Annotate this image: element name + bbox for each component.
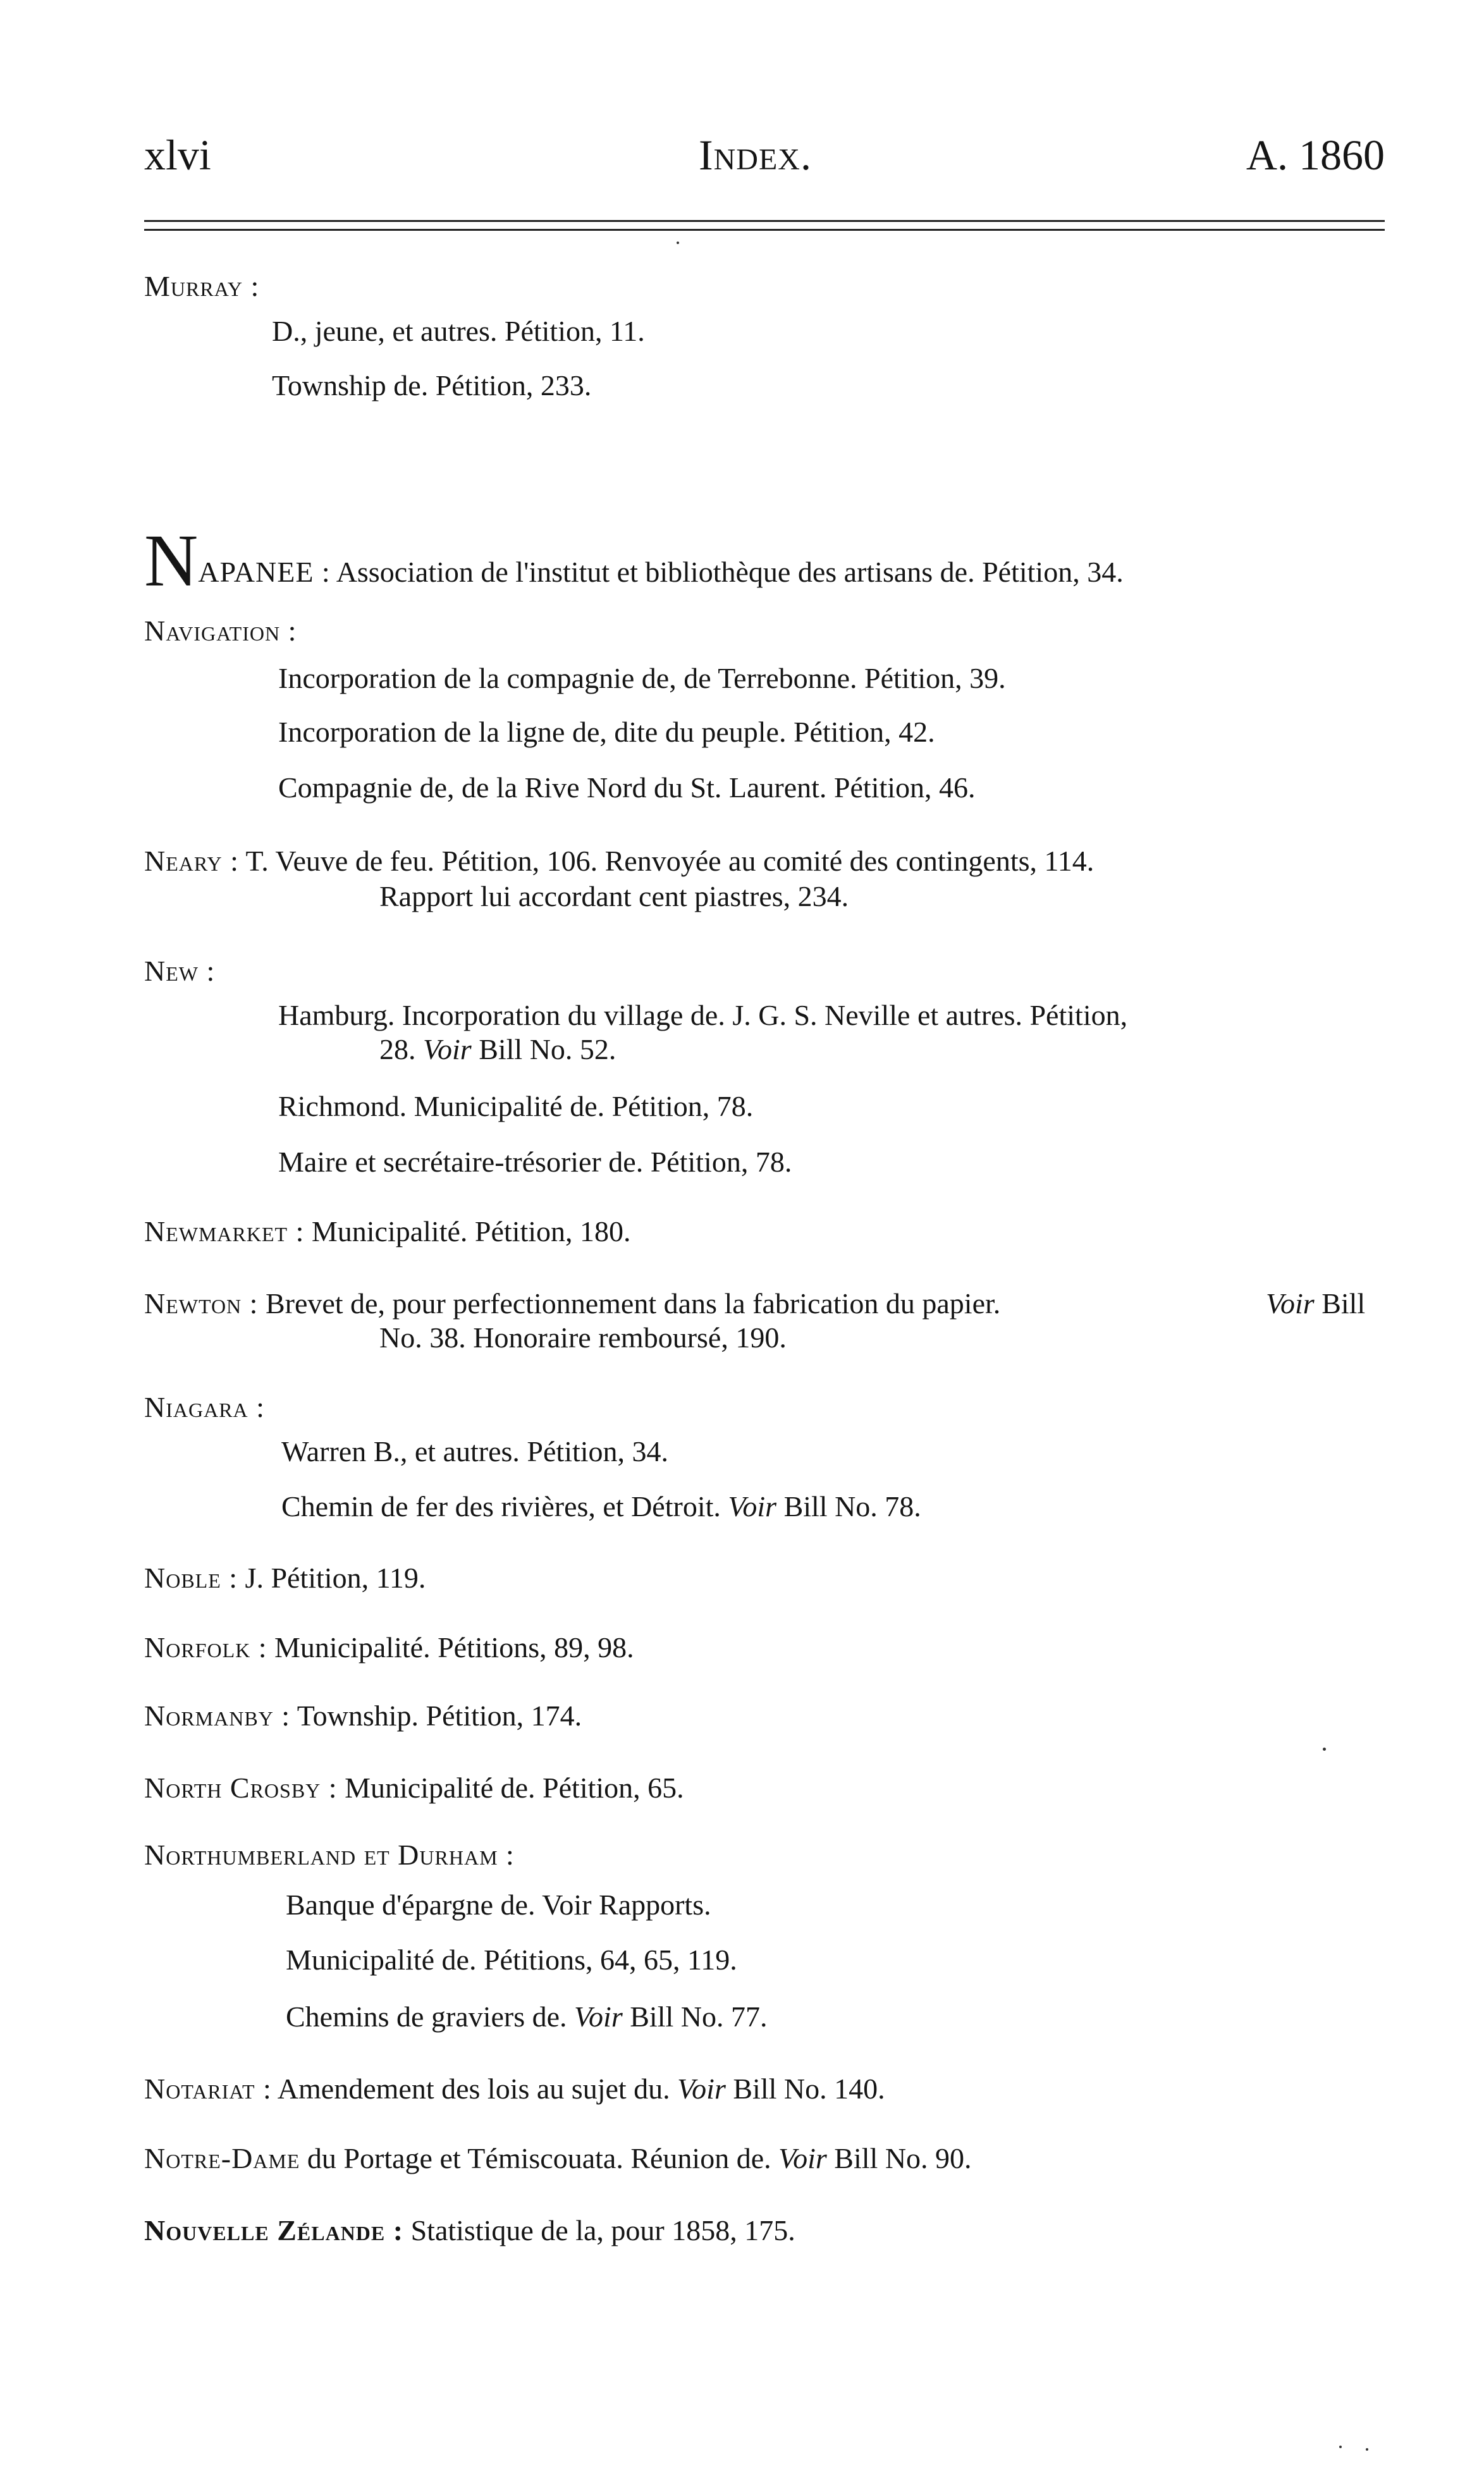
- entry-line: D., jeune, et autres. Pétition, 11.: [272, 315, 645, 347]
- entry-head-northumberland: Northumberland et Durham :: [144, 1839, 515, 1871]
- entry-text: Bill No. 90.: [834, 2142, 972, 2174]
- scan-speck: [1323, 1748, 1326, 1751]
- entry-head-nouvelle-zelande: Nouvelle Zélande :: [144, 2214, 404, 2246]
- voir-label: Voir: [1266, 1287, 1315, 1320]
- entry-newton: [144, 1286, 1000, 1321]
- entry-line: Township de. Pétition, 233.: [272, 369, 592, 401]
- voir-label: Voir: [728, 1490, 777, 1522]
- entry-north-crosby: [144, 1770, 684, 1805]
- entry-line: Compagnie de, de la Rive Nord du St. Laurent. Pétition, 46.: [278, 771, 976, 804]
- header-rule-bottom: [144, 229, 1385, 231]
- entry-head-notariat: Notariat :: [144, 2073, 272, 2105]
- entry-line: [379, 1032, 616, 1067]
- entry-line: Incorporation de la ligne de, dite du peuple. Pétition, 42.: [278, 716, 935, 748]
- entry-text: Chemins de graviers de.: [286, 2000, 567, 2033]
- entry-notariat: [144, 2071, 885, 2106]
- entry-text: Bill No. 52.: [479, 1033, 616, 1065]
- entry-head-napanee: APANEE :: [198, 556, 331, 588]
- voir-label: Voir: [574, 2000, 623, 2033]
- entry-text: Statistique de la, pour 1858, 175.: [410, 2214, 795, 2246]
- entry-head-neary: Neary :: [144, 845, 239, 877]
- entry-line: [1266, 1286, 1365, 1321]
- entry-text: Township. Pétition, 174.: [297, 1700, 582, 1732]
- entry-head-new: New :: [144, 955, 216, 987]
- entry-text: J. Pétition, 119.: [245, 1562, 426, 1594]
- entry-nouvelle-zelande: [144, 2213, 795, 2248]
- entry-line: Maire et secrétaire-trésorier de. Pétition, 78.: [278, 1146, 792, 1178]
- entry-text: Municipalité. Pétition, 180.: [311, 1215, 631, 1247]
- entry-text: 28.: [379, 1033, 416, 1065]
- entry-text: Association de l'institut et bibliothèque des artisans de. Pétition, 34.: [336, 556, 1124, 588]
- page-number: xlvi: [144, 131, 211, 179]
- entry-line: [281, 1489, 921, 1524]
- year-label: A. 1860: [1246, 131, 1385, 179]
- entry-head-notre-dame: Notre-Dame: [144, 2142, 300, 2174]
- entry-text: Brevet de, pour perfectionnement dans la fabrication du papier.: [265, 1287, 1001, 1320]
- entry-notre-dame: [144, 2141, 972, 2176]
- entry-head-noble: Noble :: [144, 1562, 238, 1594]
- voir-label: Voir: [778, 2142, 827, 2174]
- entry-napanee: [144, 519, 1124, 602]
- entry-text: Bill: [1321, 1287, 1366, 1320]
- voir-label: Voir: [423, 1033, 472, 1065]
- entry-neary: [144, 843, 1094, 878]
- scan-speck: [677, 242, 679, 244]
- entry-text: Municipalité de. Pétition, 65.: [345, 1772, 684, 1804]
- entry-noble: [144, 1560, 426, 1595]
- entry-norfolk: [144, 1630, 634, 1665]
- entry-text: Bill No. 140.: [733, 2073, 885, 2105]
- entry-text: Bill No. 77.: [630, 2000, 768, 2033]
- entry-line: Municipalité de. Pétitions, 64, 65, 119.: [286, 1944, 737, 1976]
- entry-head-normanby: Normanby :: [144, 1700, 291, 1732]
- entry-head-niagara: Niagara :: [144, 1391, 265, 1423]
- entry-line: Incorporation de la compagnie de, de Terrebonne. Pétition, 39.: [278, 662, 1006, 694]
- scan-speck: [1366, 2448, 1368, 2451]
- entry-head-newton: Newton :: [144, 1287, 259, 1320]
- voir-label: Voir: [677, 2073, 726, 2105]
- entry-line: [286, 1999, 767, 2034]
- entry-head-murray: Murray :: [144, 270, 260, 302]
- entry-line: Warren B., et autres. Pétition, 34.: [281, 1435, 669, 1467]
- entry-text: Amendement des lois au sujet du.: [277, 2073, 670, 2105]
- entry-head-navigation: Navigation :: [144, 615, 297, 647]
- entry-head-norfolk: Norfolk :: [144, 1631, 267, 1663]
- header-rule-top: [144, 220, 1385, 222]
- drop-cap: N: [144, 519, 199, 602]
- entry-line: Rapport lui accordant cent piastres, 234.: [379, 880, 849, 912]
- page-title: Index.: [699, 131, 812, 179]
- scan-speck: [1339, 2446, 1342, 2448]
- entry-text: Municipalité. Pétitions, 89, 98.: [274, 1631, 634, 1663]
- entry-head-newmarket: Newmarket :: [144, 1215, 305, 1247]
- entry-newmarket: [144, 1214, 631, 1249]
- entry-normanby: [144, 1698, 582, 1733]
- entry-text: Chemin de fer des rivières, et Détroit.: [281, 1490, 721, 1522]
- entry-text: T. Veuve de feu. Pétition, 106. Renvoyée au comité des contingents, 114.: [245, 845, 1095, 877]
- entry-head-north-crosby: North Crosby :: [144, 1772, 338, 1804]
- entry-text: du Portage et Témiscouata. Réunion de.: [307, 2142, 771, 2174]
- entry-text: Bill No. 78.: [783, 1490, 921, 1522]
- entry-line: No. 38. Honoraire remboursé, 190.: [379, 1321, 787, 1354]
- entry-line: Banque d'épargne de. Voir Rapports.: [286, 1889, 711, 1921]
- entry-line: Richmond. Municipalité de. Pétition, 78.: [278, 1090, 754, 1122]
- entry-line: Hamburg. Incorporation du village de. J. G. S. Neville et autres. Pétition,: [278, 999, 1128, 1031]
